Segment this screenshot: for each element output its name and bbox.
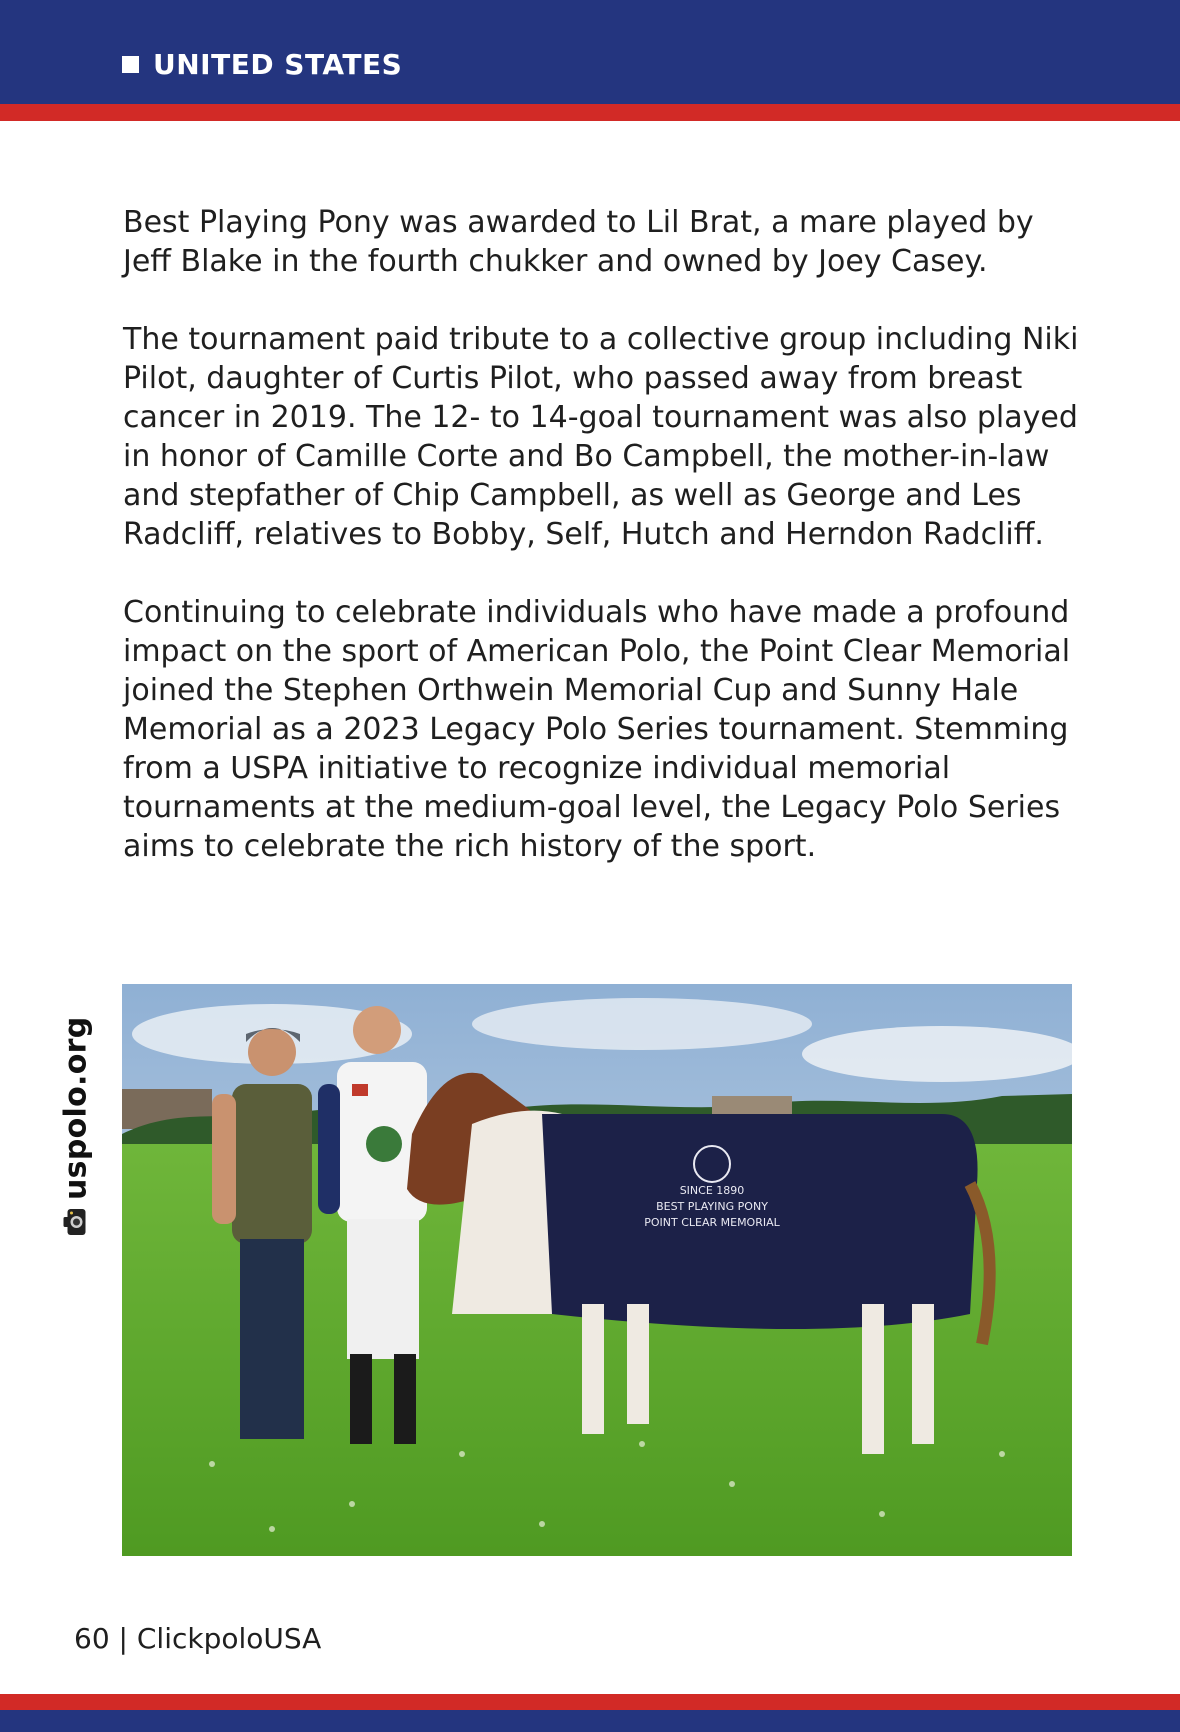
- article-body: [123, 203, 1083, 905]
- photo-credit: [56, 986, 96, 1236]
- photo-credit-text: uspolo.org: [58, 1016, 94, 1200]
- blanket-text-line: POINT CLEAR MEMORIAL: [644, 1216, 780, 1229]
- footer-band: [0, 1710, 1180, 1732]
- header-stripe: [0, 104, 1180, 121]
- footer-stripe: [0, 1694, 1180, 1710]
- square-bullet-icon: [122, 56, 139, 73]
- photo-illustration: [122, 984, 1072, 1556]
- page-footer: 60 | ClickpoloUSA: [74, 1622, 322, 1655]
- section-title: UNITED STATES: [153, 48, 403, 81]
- paragraph: Continuing to celebrate individuals who have made a profound impact on the sport of American Polo, the Point Clear Memorial joined the Stephen Orthwein Memorial Cup and Sunny Hale Memorial as a 2023 Legacy Polo Series tournament. Stemming from a USPA initiative to recognize individual memorial tournaments at the medium-goal level, the Legacy Polo Series aims to celebrate the rich history of the sport.: [123, 595, 1071, 864]
- paragraph: The tournament paid tribute to a collective group including Niki Pilot, daughter of Curtis Pilot, who passed away from breast cancer in 2019. The 12- to 14-goal tournament was also played in honor of Camille Corte and Bo Campbell, the mother-in-law and stepfather of Chip Campbell, as well as George and Les Radcliff, relatives to Bobby, Self, Hutch and Herndon Radcliff.: [123, 322, 1079, 552]
- paragraph: Best Playing Pony was awarded to Lil Brat, a mare played by Jeff Blake in the fourth chukker and owned by Joey Casey.: [123, 205, 1034, 279]
- section-label: [122, 48, 402, 81]
- camera-icon: [62, 1208, 90, 1236]
- article-photo: [122, 984, 1072, 1556]
- blanket-text-line: BEST PLAYING PONY: [656, 1200, 768, 1213]
- blanket-text-line: SINCE 1890: [679, 1184, 745, 1197]
